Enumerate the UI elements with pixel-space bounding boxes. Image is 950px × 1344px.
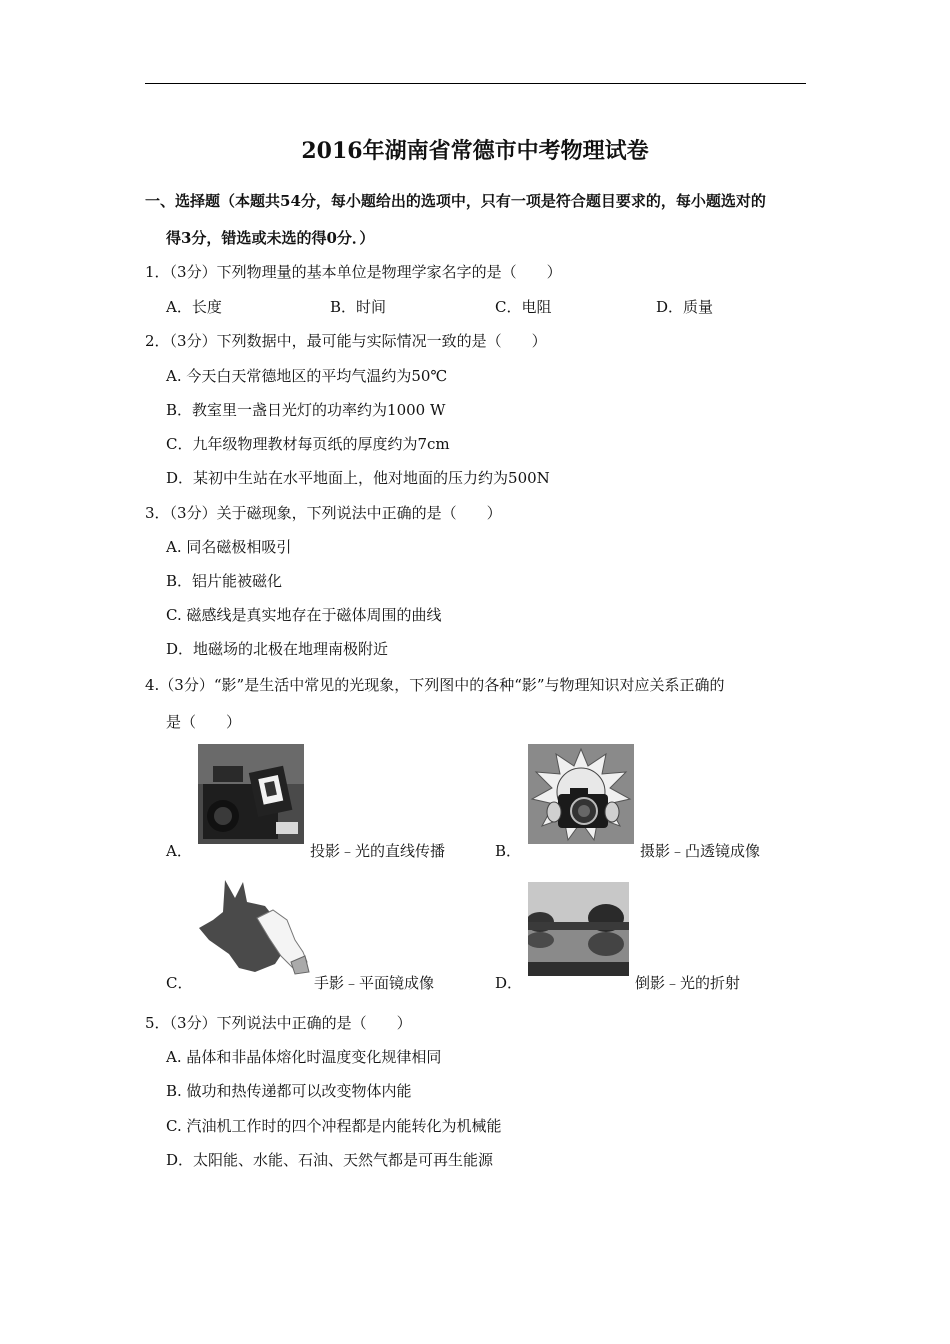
q1-option-c: C．电阻 xyxy=(495,298,552,316)
q1-option-b: B．时间 xyxy=(330,298,387,316)
camera-image xyxy=(528,744,634,844)
q3-option-d: D．地磁场的北极在地理南极附近 xyxy=(166,640,389,658)
q1-stem: 1．（3分）下列物理量的基本单位是物理学家名字的是（ ） xyxy=(145,263,562,281)
q4-option-c-letter: C． xyxy=(166,974,193,992)
lake-reflection-image xyxy=(528,882,629,976)
q4-option-b-text: 摄影﹣凸透镜成像 xyxy=(640,842,761,860)
q4-option-c-text: 手影﹣平面镜成像 xyxy=(314,974,435,992)
header-rule xyxy=(145,83,806,84)
q3-option-a: A. 同名磁极相吸引 xyxy=(166,538,292,556)
q1-option-a: A．长度 xyxy=(166,298,222,316)
projector-image xyxy=(198,744,304,844)
q5-stem: 5．（3分）下列说法中正确的是（ ） xyxy=(145,1014,412,1032)
q1-option-d: D．质量 xyxy=(656,298,714,316)
q3-option-b: B．铝片能被磁化 xyxy=(166,572,283,590)
q4-stem-line2: 是（ ） xyxy=(166,713,242,731)
q4-option-a-text: 投影﹣光的直线传播 xyxy=(310,842,446,860)
page-title: 2016年湖南省常德市中考物理试卷 xyxy=(301,138,649,164)
q3-stem: 3．（3分）关于磁现象，下列说法中正确的是（ ） xyxy=(145,504,502,522)
q4-stem-line1: 4.（3分）“影”是生活中常见的光现象，下列图中的各种“影”与物理知识对应关系正确的 xyxy=(145,676,725,694)
hand-shadow-image xyxy=(195,876,310,976)
q4-option-d-letter: D． xyxy=(495,974,523,992)
q2-option-b: B．教室里一盏日光灯的功率约为1000 W xyxy=(166,401,446,419)
q4-option-d-text: 倒影﹣光的折射 xyxy=(635,974,741,992)
q5-option-b: B. 做功和热传递都可以改变物体内能 xyxy=(166,1082,412,1100)
q2-option-c: C．九年级物理教材每页纸的厚度约为7cm xyxy=(166,435,450,453)
q2-stem: 2．（3分）下列数据中，最可能与实际情况一致的是（ ） xyxy=(145,332,547,350)
q5-option-d: D．太阳能、水能、石油、天然气都是可再生能源 xyxy=(166,1151,494,1169)
q4-option-b-letter: B． xyxy=(495,842,522,860)
q3-option-c: C. 磁感线是真实地存在于磁体周围的曲线 xyxy=(166,606,442,624)
q2-option-a: A. 今天白天常德地区的平均气温约为50℃ xyxy=(166,367,448,385)
q5-option-a: A. 晶体和非晶体熔化时温度变化规律相同 xyxy=(166,1048,442,1066)
section-heading-line1: 一、选择题（本题共54分，每小题给出的选项中，只有一项是符合题目要求的，每小题选对的 xyxy=(145,192,766,210)
q4-option-a-letter: A． xyxy=(166,842,192,860)
q2-option-d: D．某初中生站在水平地面上，他对地面的压力约为500N xyxy=(166,469,550,487)
section-heading-line2: 得3分，错选或未选的得0分．） xyxy=(166,229,375,247)
q5-option-c: C. 汽油机工作时的四个冲程都是内能转化为机械能 xyxy=(166,1117,502,1135)
